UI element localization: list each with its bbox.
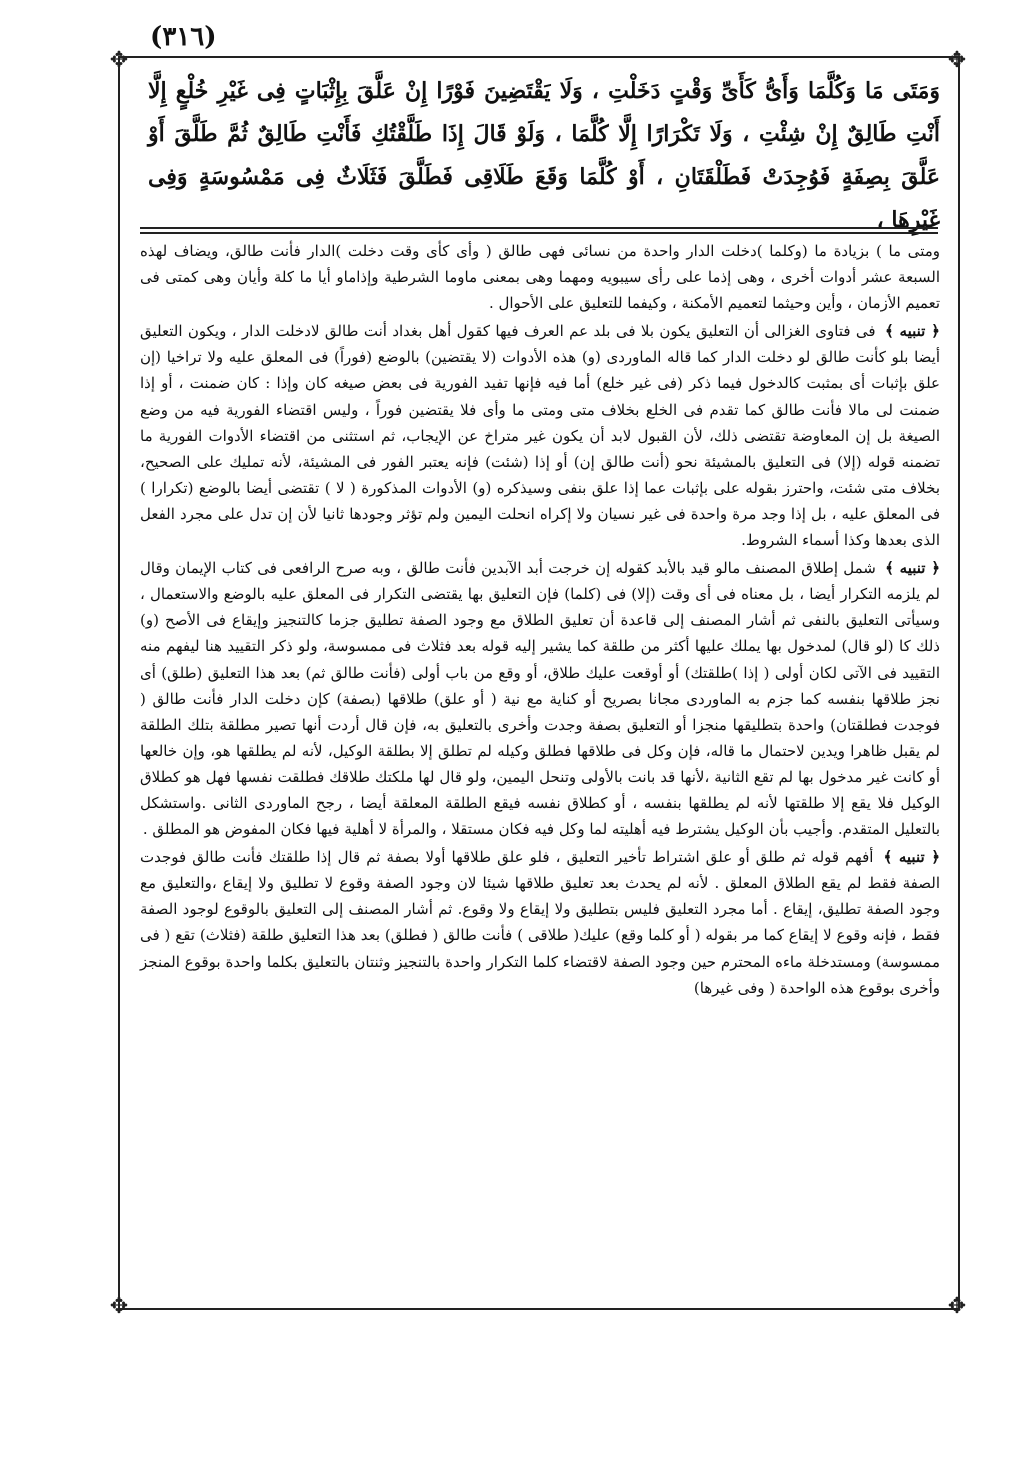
commentary-text: فى فتاوى الغزالى أن التعليق يكون بلا فى بلد عم العرف فيها كقول أهل بغداد أنت طالق لادخلت الدار ، ويكون التعليق أيضا بلو كأنت طالق لو دخلت الدار كما قاله الماوردى (و) هذه الأدوات (لا يقتضين) بالوضع (فوراً) فى المعلق عليه ولا تراخيا (إن علق بإثبات أى بمثبت كالدخول فيما ذكر (فى غير خلع) أما فيه فإنها تفيد الفورية فى بعض صيغه كان وإذا : كان ضمنت ، أو إذا ضمنت لى مالا فأنت طالق كما تقدم فى الخلع بخلاف متى ومتى ما وأى فلا يقتضين فوراً ، وليس اقتضاء الفورية فيه من وضع الصيغة بل إن المعاوضة تقتضى ذلك، لأن القبول لابد أن يكون غير متراخ عن الإيجاب، ثم استثنى من اقتضاء الأدوات الفورية ما تضمنه قوله (إلا) فى التعليق بالمشيئة نحو (أنت طالق إن) أو إذا (شئت) فإنه يعتبر الفور فى المشيئة، لأنه تمليك على الصحيح، بخلاف متى شئت، واحترز بقوله على بإثبات عما إذا علق بنفى وسيذكره (و) الأدوات المذكورة ( لا ) تقتضى أيضا بالوضع (تكرارا ) فى المعلق عليه ، بل إذا وجد مرة واحدة فى غير نسيان ولا إكراه انحلت اليمين ولم تؤثر وجودها ثانيا لأن إن تدل على مجرد الفعل الذى بعدها وكذا أسماء الشروط. [140,322,940,550]
commentary-paragraph [140,318,940,553]
corner-ornament-icon: ✥ [109,1294,129,1319]
divider-line [140,227,938,229]
main-text-paragraph: وَمَتَى مَا وَكُلَّمَا وَأَىُّ كَأَىِّ وَقْتٍ دَخَلْتِ ، وَلَا يَقْتَضِينَ فَوْرًا إِنْ عَلَّقَ بِإِثْبَاتٍ فِى غَيْرِ خُلْعٍ إِلَّا أَنْتِ طَالِقٌ إِنْ شِئْتِ ، وَلَا تَكْرَارًا إِلَّا كُلَّمَا ، وَلَوْ قَالَ إِذَا طَلَّقْتُكِ فَأَنْتِ طَالِقٌ ثُمَّ طَلَّقَ أَوْ عَلَّقَ بِصِفَةٍ فَوُجِدَتْ فَطَلْقَتَانِ ، أَوْ كُلَّمَا وَقَعَ طَلَاقِى فَطَلَّقَ فَثَلَاثٌ فِى مَمْسُوسَةٍ وَفِى غَيْرِهَا ، [148,78,940,233]
commentary-paragraph [140,238,940,316]
commentary-text: شمل إطلاق المصنف مالو قيد بالأبد كقوله إن خرجت أبد الآبدين فأنت طالق ، وبه صرح الرافعى فى كتاب الإيمان وقال لم يلزمه التكرار أيضا ، بل معناه فى أى وقت (إلا) فى (كلما) فإن التعليق بها يقتضى التكرار فى المعلق عليه بالوضع والاستعمال ، وسيأتى التعليق بالنفى ثم أشار المصنف إلى قاعدة أن تعليق الطلاق مع وجود الصفة تطليق جزما كالتنجيز وإيقاع فى الأصح (و) ذلك كا (لو قال) لمدخول بها يملك عليها أكثر من طلقة كما يشير إليه قوله بعد فثلاث فى ممسوسة، ولو ذكر التقييد هنا ليفهم منه التقييد فى الآتى لكان أولى ( إذا )طلقتك) أو أوقعت عليك طلاق، أو وقع من باب أولى (فأنت طالق ثم) بعد هذا التعليق (طلق) أى نجز طلاقها بنفسه كما جزم به الماوردى مجانا بصريح أو كناية مع نية ( أو علق) طلاقها (بصفة) كإن دخلت الدار فأنت طالق ( فوجدت فطلقتان) واحدة بتطليقها منجزا أو التعليق بصفة وجدت وأخرى بالتعليق به، فإن قال أردت أنها تصير مطلقة بتلك الطلقة لم يقبل ظاهرا ويدين لاحتمال ما قاله، فإن وكل فى طلاقها فطلق وكيله لم تطلق إلا بطلقة الوكيل، لأنه لم يطلقها هو، وإن خالعها أو كانت غير مدخول بها لم تقع الثانية ،لأنها قد بانت بالأولى وتنحل اليمين، ولو قال لها ملكتك طلاقك فطلقت نفسها فهل هو كطلاق الوكيل فلا يقع إلا طلقتها لأنه لم يطلقها بنفسه ، أو كطلاق نفسه فيقع الطلقة المعلقة أيضا ، رجح الماوردى الثانى .واستشكل بالتعليل المتقدم. وأجيب بأن الوكيل يشترط فيه أهليته لما وكل فيه فكان مستقلا ، والمرأة لا أهلية فيها فكان المفوض هو المطلق . [140,559,940,839]
corner-ornament-icon: ✥ [109,48,129,73]
commentary-text: ومتى ما ) بزيادة ما (وكلما )دخلت الدار واحدة من نسائى فهى طالق ( وأى كأى وقت دخلت )الدار فأنت طالق، ويضاف لهذه السبعة عشر أدوات أخرى ، وهى إذما على رأى سيبويه ومهما وهى بمعنى ماوما الشرطية وإذاماو أيا ما كلة وأيان وهى كمتى فى تعميم الأزمان ، وأين وحيثما لتعميم الأمكنة ، وكيفما للتعليق على الأحوال . [140,242,940,313]
commentary-paragraph [140,844,940,1001]
tanbih-label: ﴿ تنبيه ﴾ [885,559,940,578]
page-number: (٣١٦) [150,22,217,52]
divider-line [140,232,938,234]
commentary-text: أفهم قوله ثم طلق أو علق اشتراط تأخير التعليق ، فلو علق طلاقها أولا بصفة ثم قال إذا طلقتك فأنت طالق فوجدت الصفة فقط لم يقع الطلاق المعلق . لأنه لم يحدث بعد تعليق طلاقها شيئا لان وجود الصفة وقوع لا تطليق ولا إيقاع ،والتعليق مع وجود الصفة تطليق، إيقاع . أما مجرد التعليق فليس بتطليق ولا إيقاع ولا وقوع. ثم أشار المصنف إلى التعليق بالوقوع لوجود الصفة فقط ، فإنه وقوع لا إيقاع كما مر بقوله ( أو كلما وقع) عليك( طلاقى ) فأنت طالق ( فطلق) بعد هذا التعليق طلقة (فثلاث) تقع ( فى ممسوسة) ومستدخلة ماءه المحترم حين وجود الصفة لاقتضاء كلما التكرار واحدة بالتنجيز وثنتان بالتعليق بكلما واحدة بوقوع المنجز وأخرى بوقوع هذه الواحدة ( وفى غيرها) [140,848,940,997]
corner-ornament-icon: ✥ [947,1294,967,1319]
tanbih-label: ﴿ تنبيه ﴾ [884,322,940,341]
tanbih-label: ﴿ تنبيه ﴾ [883,848,940,867]
main-text [148,70,940,242]
commentary-paragraph [140,555,940,842]
corner-ornament-icon: ✥ [947,48,967,73]
commentary [140,238,940,1003]
